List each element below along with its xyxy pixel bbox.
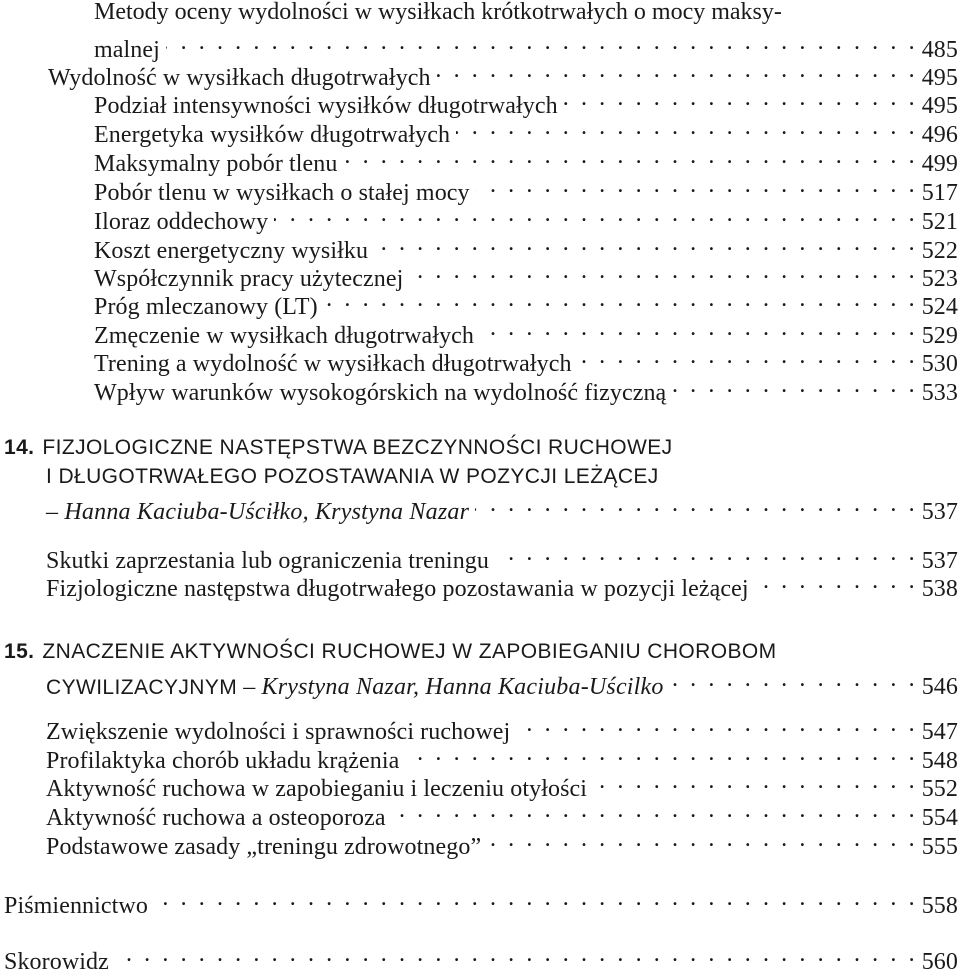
toc-entry-title: Podział intensywności wysiłków długotrwałych <box>94 93 558 119</box>
toc-entry-title: Piśmiennictwo <box>4 893 148 919</box>
dot-leader <box>154 884 918 913</box>
chapter-number: 15. <box>4 640 35 663</box>
dot-leader <box>516 710 917 739</box>
toc-entry[interactable] <box>4 884 958 921</box>
toc-page-number: 538 <box>921 576 958 602</box>
dot-leader <box>324 285 918 314</box>
dot-leader <box>456 113 918 142</box>
dot-leader <box>166 28 918 57</box>
chapter-authors-entry[interactable] <box>46 490 958 527</box>
toc-page-number: 517 <box>921 180 958 206</box>
dot-leader <box>437 56 918 85</box>
toc-page-number: 485 <box>921 37 958 63</box>
chapter-heading <box>46 462 659 491</box>
toc-page-number: 495 <box>921 65 958 91</box>
toc-page-number: 554 <box>921 805 958 831</box>
dot-leader <box>409 257 917 286</box>
toc-entry-title: Skutki zaprzestania lub ograniczenia treningu <box>46 548 490 574</box>
toc-entry-title: Wpływ warunków wysokogórskich na wydolność fizyczną <box>94 380 667 406</box>
toc-page-number: 521 <box>921 209 958 235</box>
toc-page-number: 529 <box>921 323 958 349</box>
dot-leader <box>495 539 918 568</box>
toc-entry-title: Próg mleczanowy (LT) <box>94 294 318 320</box>
chapter-title: CYWILIZACYJNYM <box>46 676 238 699</box>
chapter-heading[interactable] <box>4 637 776 666</box>
toc-entry-title: Wydolność w wysiłkach długotrwałych <box>48 65 431 91</box>
chapter-authors: – Hanna Kaciuba-Uściłko, Krystyna Nazar <box>46 499 470 525</box>
toc-entry-title: Podstawowe zasady „treningu zdrowotnego” <box>46 834 482 860</box>
toc-entry-title: Zmęczenie w wysiłkach długotrwałych <box>94 323 475 349</box>
toc-entry[interactable] <box>46 825 958 862</box>
toc-page-number: 548 <box>921 748 958 774</box>
toc-page-number: 522 <box>921 238 958 264</box>
toc-page-number: 524 <box>921 294 958 320</box>
toc-entry-title: Koszt energetyczny wysiłku <box>94 238 369 264</box>
toc-page-number: 546 <box>921 674 958 700</box>
toc-page-number: 499 <box>921 151 958 177</box>
toc-page-number: 537 <box>921 499 958 525</box>
toc-entry-title: Maksymalny pobór tlenu <box>94 151 338 177</box>
chapter-heading[interactable] <box>4 433 673 462</box>
toc-entry-title: Aktywność ruchowa a osteoporoza <box>46 805 386 831</box>
toc-entry-title: malnej <box>94 37 160 63</box>
dot-leader <box>672 371 917 400</box>
toc-page-number: 560 <box>921 949 958 975</box>
toc-page-number: 537 <box>921 548 958 574</box>
toc-page-number: 552 <box>921 776 958 802</box>
toc-entry-title: Energetyka wysiłków długotrwałych <box>94 122 451 148</box>
chapter-number: 14. <box>4 436 35 459</box>
toc-entry-title: Współczynnik pracy użytecznej <box>94 266 404 292</box>
dot-leader <box>374 229 918 258</box>
toc-entry[interactable] <box>4 940 958 977</box>
dot-leader <box>344 142 918 171</box>
chapter-authors: Krystyna Nazar, Hanna Kaciuba-Uścilko <box>261 674 664 700</box>
toc-entry-title: Pobór tlenu w wysiłkach o stałej mocy <box>94 180 470 206</box>
toc-entry[interactable] <box>94 371 958 408</box>
toc-entry-title: Metody oceny wydolności w wysiłkach krótkotrwałych o mocy maksy- <box>94 0 782 25</box>
toc-page-number: 496 <box>921 122 958 148</box>
toc-entry-title: Aktywność ruchowa w zapobieganiu i leczeniu otyłości <box>46 776 588 802</box>
dot-leader <box>670 665 918 694</box>
toc-page-number: 495 <box>921 93 958 119</box>
chapter-title: FIZJOLOGICZNE NASTĘPSTWA BEZCZYNNOŚCI RUCHOWEJ <box>42 436 673 459</box>
toc-page-number: 523 <box>921 266 958 292</box>
dot-leader <box>480 314 918 343</box>
dot-leader <box>755 567 918 596</box>
dot-leader <box>392 796 918 825</box>
toc-entry-title: Trening a wydolność w wysiłkach długotrwałych <box>94 351 572 377</box>
toc-entry-title: Zwiększenie wydolności i sprawności ruchowej <box>46 719 511 745</box>
dot-leader <box>476 171 918 200</box>
chapter-title: I DŁUGOTRWAŁEGO POZOSTAWANIA W POZYCJI LEŻĄCEJ <box>46 465 659 488</box>
toc-page-number: 558 <box>921 893 958 919</box>
authors-dash: – <box>243 674 256 700</box>
toc-page-number: 530 <box>921 351 958 377</box>
toc-entry-title: Iloraz oddechowy <box>94 209 269 235</box>
dot-leader <box>593 767 918 796</box>
toc-entry-title: Fizjologiczne następstwa długotrwałego pozostawania w pozycji leżącej <box>46 576 749 602</box>
dot-leader <box>487 825 917 854</box>
toc-page-number: 555 <box>921 834 958 860</box>
dot-leader <box>274 200 917 229</box>
toc-entry-title: Profilaktyka chorób układu krążenia <box>46 748 400 774</box>
dot-leader <box>405 739 917 768</box>
dot-leader <box>564 84 918 113</box>
dot-leader <box>475 490 918 519</box>
toc-entry[interactable] <box>46 567 958 604</box>
dot-leader <box>578 342 918 371</box>
toc-entry-title: Skorowidz <box>4 949 109 975</box>
chapter-title: ZNACZENIE AKTYWNOŚCI RUCHOWEJ W ZAPOBIEGANIU CHOROBOM <box>42 640 777 663</box>
toc-page-number: 533 <box>921 380 958 406</box>
chapter-authors-entry[interactable] <box>46 665 958 702</box>
toc-page-number: 547 <box>921 719 958 745</box>
